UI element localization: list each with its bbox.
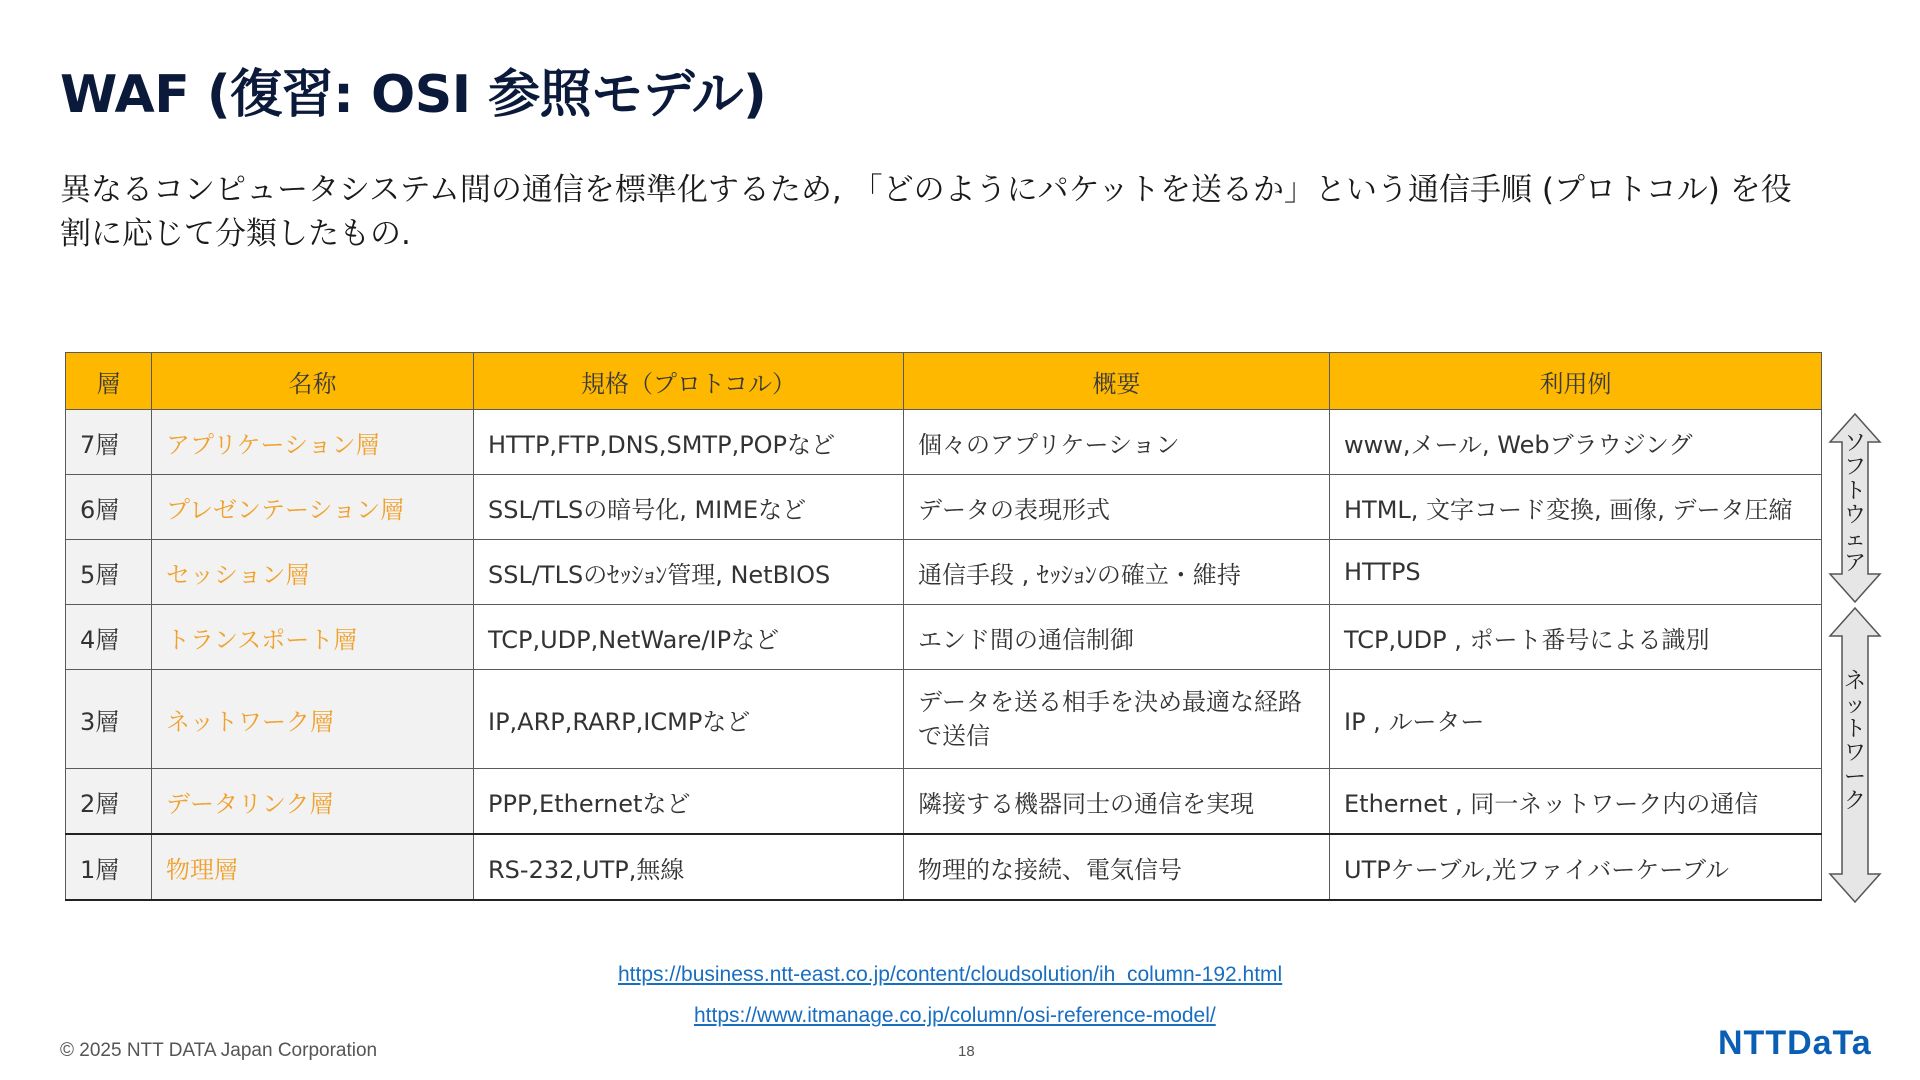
page-title: WAF (復習: OSI 参照モデル) <box>60 65 767 125</box>
table-row <box>66 605 1822 670</box>
lead-text: 異なるコンピュータシステム間の通信を標準化するため, 「どのようにパケットを送るか」という通信手順 (プロトコル) を役割に応じて分類したもの. <box>60 172 1792 252</box>
layer-name-cell: アプリケーション層 <box>152 410 474 475</box>
protocol-cell: SSL/TLSの暗号化, MIMEなど <box>474 475 904 540</box>
layer-name-cell: トランスポート層 <box>152 605 474 670</box>
header-summary: 概要 <box>904 353 1330 410</box>
header-layer: 層 <box>66 353 152 410</box>
page-number: 18 <box>958 1043 975 1060</box>
software-label: ソフトウェア <box>1843 431 1866 576</box>
header-name: 名称 <box>152 353 474 410</box>
table-row <box>66 475 1822 540</box>
reference-link-itmanage[interactable]: https://www.itmanage.co.jp/column/osi-reference-model/ <box>694 1004 1216 1027</box>
protocol-cell: HTTP,FTP,DNS,SMTP,POPなど <box>474 410 904 475</box>
usage-cell: HTTPS <box>1330 540 1822 605</box>
nttdata-logo: NTTDaTa <box>1718 1024 1872 1062</box>
layer-name-cell: 物理層 <box>152 834 474 900</box>
usage-cell: www,メール, Webブラウジング <box>1330 410 1822 475</box>
protocol-cell: IP,ARP,RARP,ICMPなど <box>474 670 904 769</box>
network-label: ネットワーク <box>1843 669 1866 814</box>
protocol-cell: PPP,Ethernetなど <box>474 769 904 835</box>
layer-cell: 5層 <box>66 540 152 605</box>
layer-name-cell: データリンク層 <box>152 769 474 835</box>
osi-table <box>65 352 1822 901</box>
usage-cell: IP , ルーター <box>1330 670 1822 769</box>
table-row <box>66 670 1822 769</box>
copyright: © 2025 NTT DATA Japan Corporation <box>60 1040 378 1061</box>
summary-cell: 物理的な接続、電気信号 <box>904 834 1330 900</box>
summary-cell: データの表現形式 <box>904 475 1330 540</box>
layer-cell: 1層 <box>66 834 152 900</box>
table-header-row <box>66 353 1822 410</box>
usage-cell: TCP,UDP , ポート番号による識別 <box>1330 605 1822 670</box>
summary-cell: 通信手段 , ｾｯｼｮﾝの確立・維持 <box>904 540 1330 605</box>
table-row <box>66 540 1822 605</box>
layer-cell: 4層 <box>66 605 152 670</box>
protocol-cell: TCP,UDP,NetWare/IPなど <box>474 605 904 670</box>
protocol-cell: RS-232,UTP,無線 <box>474 834 904 900</box>
summary-cell: 隣接する機器同士の通信を実現 <box>904 769 1330 835</box>
layer-name-cell: プレゼンテーション層 <box>152 475 474 540</box>
table-row <box>66 410 1822 475</box>
summary-cell: 個々のアプリケーション <box>904 410 1330 475</box>
protocol-cell: SSL/TLSのｾｯｼｮﾝ管理, NetBIOS <box>474 540 904 605</box>
header-protocol: 規格（プロトコル） <box>474 353 904 410</box>
layer-cell: 6層 <box>66 475 152 540</box>
usage-cell: Ethernet , 同一ネットワーク内の通信 <box>1330 769 1822 835</box>
layer-cell: 3層 <box>66 670 152 769</box>
layer-name-cell: セッション層 <box>152 540 474 605</box>
layer-cell: 2層 <box>66 769 152 835</box>
summary-cell: データを送る相手を決め最適な経路で送信 <box>904 670 1330 769</box>
layer-name-cell: ネットワーク層 <box>152 670 474 769</box>
summary-cell: エンド間の通信制御 <box>904 605 1330 670</box>
usage-cell: HTML, 文字コード変換, 画像, データ圧縮 <box>1330 475 1822 540</box>
table-row <box>66 834 1822 900</box>
usage-cell: UTPケーブル,光ファイバーケーブル <box>1330 834 1822 900</box>
layer-cell: 7層 <box>66 410 152 475</box>
table-row <box>66 769 1822 835</box>
reference-link-ntt-east[interactable]: https://business.ntt-east.co.jp/content/cloudsolution/ih_column-192.html <box>618 963 1283 986</box>
header-usage: 利用例 <box>1330 353 1822 410</box>
